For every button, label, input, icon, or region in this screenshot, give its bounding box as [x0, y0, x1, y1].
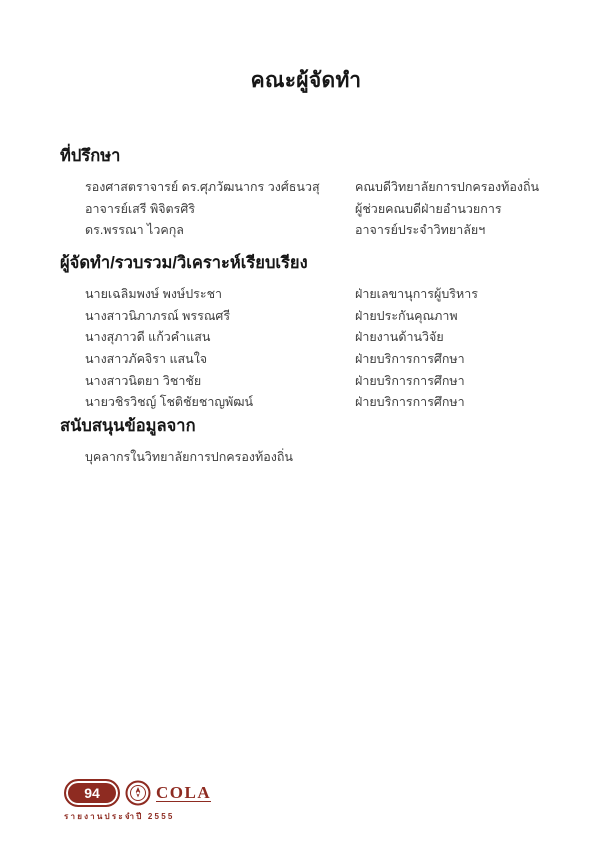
- person-name: นางสาวภัคจิรา แสนใจ: [85, 351, 208, 366]
- person-name: บุคลากรในวิทยาลัยการปกครองท้องถิ่น: [85, 449, 293, 464]
- credit-row: [60, 391, 582, 413]
- credit-row: [60, 446, 582, 468]
- credit-row: [60, 198, 582, 220]
- page-number-badge: 94: [64, 779, 120, 807]
- person-role: ฝ่ายบริการการศึกษา: [355, 351, 465, 366]
- person-name: นางสาวนิตยา วิชาชัย: [85, 373, 202, 388]
- person-role: ผู้ช่วยคณบดีฝ่ายอำนวยการ: [355, 201, 502, 216]
- section-header: ที่ปรึกษา: [60, 147, 121, 165]
- section-support: [60, 413, 582, 468]
- credit-row: [60, 219, 582, 241]
- person-role: ฝ่ายงานด้านวิจัย: [355, 330, 444, 345]
- page-title: คณะผู้จัดทำ: [250, 69, 362, 92]
- section-makers: [60, 250, 582, 413]
- person-role: อาจารย์ประจำวิทยาลัยฯ: [355, 223, 486, 238]
- credit-row: [60, 283, 582, 305]
- university-seal-icon: [125, 780, 151, 806]
- page-footer: [64, 779, 211, 823]
- annual-report-caption: รายงานประจำปี 2555: [64, 812, 175, 821]
- credit-row: [60, 348, 582, 370]
- person-name: นางสุภาวดี แก้วคำแสน: [85, 330, 211, 345]
- section-advisors: [60, 143, 582, 241]
- person-name: อาจารย์เสรี พิจิตรศิริ: [85, 201, 196, 216]
- person-role: ฝ่ายประกันคุณภาพ: [355, 308, 458, 323]
- person-role: ฝ่ายบริการการศึกษา: [355, 395, 465, 410]
- footer-logo-row: [64, 779, 211, 807]
- credit-row: [60, 370, 582, 392]
- person-name: นายวชิรวิชญ์ โชติชัยชาญพัฒน์: [85, 395, 254, 410]
- person-role: ฝ่ายเลขานุการผู้บริหาร: [355, 286, 478, 301]
- person-role: ฝ่ายบริการการศึกษา: [355, 373, 465, 388]
- section-header: ผู้จัดทำ/รวบรวม/วิเคราะห์เรียบเรียง: [60, 254, 308, 272]
- person-name: รองศาสตราจารย์ ดร.ศุภวัฒนากร วงศ์ธนวสุ: [85, 179, 320, 194]
- cola-logo-text: COLA: [156, 782, 212, 802]
- credit-row: [60, 176, 582, 198]
- credit-row: [60, 326, 582, 348]
- person-name: ดร.พรรณา ไวคกุล: [85, 223, 184, 238]
- person-role: คณบดีวิทยาลัยการปกครองท้องถิ่น: [355, 179, 540, 194]
- person-name: นางสาวนิภาภรณ์ พรรณศรี: [85, 308, 231, 323]
- credit-row: [60, 305, 582, 327]
- section-header: สนับสนุนข้อมูลจาก: [60, 417, 196, 435]
- person-name: นายเฉลิมพงษ์ พงษ์ประชา: [85, 286, 223, 301]
